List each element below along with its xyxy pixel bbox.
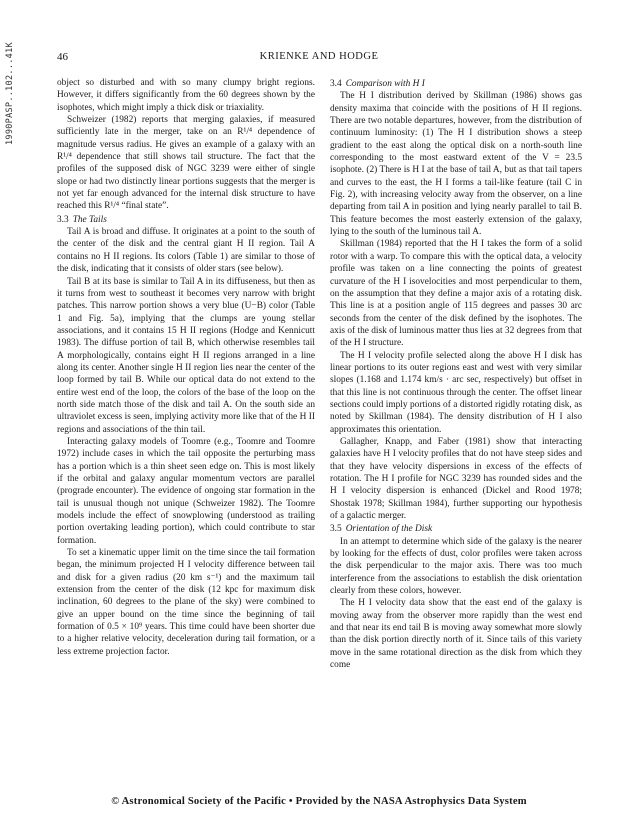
- left-column: [57, 77, 315, 658]
- paragraph: Schweizer (1982) reports that merging galaxies, if measured sufficiently late in the merger, take on an R¹/⁴ dependence of magnitude versus radius. He gives an example of a galaxy with an R¹/⁴ dependence that still shows tail structure. The fact that the profiles of the supposed disk of NGC 3239 were either of single slope or had two distinctly linear portions suggests that the merger is not yet far enough advanced for the internal disk structure to have reached this R¹/⁴ “final state”.: [57, 115, 315, 212]
- paragraph: The H I velocity data show that the east end of the galaxy is moving away from the observer more rapidly than the west end and that near its end tail B is moving away somewhat more slowly than the disk portion directly north of it. Since tails of this variety move in the same rotational direction as the disk from which they come: [330, 598, 582, 671]
- paragraph: object so disturbed and with so many clumpy bright regions. However, it differs significantly from the 60 degrees shown by the isophotes, which might imply a thick disk or triaxiality.: [57, 78, 315, 113]
- section-heading-tails: [57, 214, 315, 226]
- paragraph: Tail A is broad and diffuse. It originates at a point to the south of the center of the disk and the central giant H II region. Tail A contains no H II regions. Its colors (Table 1) are similar to those of the disk, indicating that it consists of older stars (see below).: [57, 227, 315, 275]
- section-title: The Tails: [72, 214, 107, 225]
- paragraph: Skillman (1984) reported that the H I takes the form of a solid rotor with a warp. To compare this with the optical data, a velocity profile was taken on a line connecting the points of greatest curvature of the H I isovelocities and most perpendicular to them, on the assumption that they define a major axis of a rotating disk. This line is at a position angle of 115 degrees and passes 30 arc seconds from the center of the disk defined by the isophotes. The axis of the disk of luminous matter thus lies at 32 degrees from that of the H I structure.: [330, 239, 582, 349]
- paragraph: Tail B at its base is similar to Tail A in its diffuseness, but then as it turns from west to southeast it becomes very narrow with bright patches. This narrow portion shows a very blue (U−B) color (Table 1 and Fig. 5a), implying that the clumps are young stellar associations, and it contains 15 H II regions (Hodge and Kennicutt 1983). The diffuse portion of tail B, which otherwise resembles tail A morphologically, contains eight H II regions arranged in a line along its center. Another single H II region lies near the center of the loop formed by tail B. While our optical data do not extend to the entire west end of the loop, the colors of the base of the loop on the north side match those of the disk and tail A. On the south side an ultraviolet excess is seen, implying activity more like that of the H II regions and associations of the thin tail.: [57, 276, 315, 435]
- bibcode-text: 1990PASP..102...41K: [5, 42, 15, 145]
- bibcode-sidebar: [2, 28, 16, 148]
- section-heading-orientation: [330, 523, 582, 535]
- right-column: [330, 77, 582, 672]
- section-number: 3.5: [330, 524, 342, 535]
- section-title: Orientation of the Disk: [345, 524, 433, 535]
- section-title: Comparison with H I: [345, 79, 425, 89]
- paragraph: The H I velocity profile selected along the above H I disk has linear portions to its outer regions east and west with very similar slopes (1.168 and 1.174 km/s · arc sec, respectively) but offset in that this line is not continuous through the center. The offset linear sections could imply portions of a distorted rigidly rotating disk, as noted by Skillman (1984). The density distribution of H I also approximates this orientation.: [330, 350, 582, 435]
- section-number: 3.3: [57, 214, 69, 225]
- paragraph: Interacting galaxy models of Toomre (e.g., Toomre and Toomre 1972) include cases in which the tail opposite the perturbing mass has a portion which is a thin sheet seen edge on. This is most likely if the orbital and galaxy angular momentum vectors are parallel (prograde encounter). The evidence of ongoing star formation in the tail is unusual though not unique (Schweizer 1982). The Toomre models include the effect of snowplowing (understood as trailing portion overtaking leading portion), which could contribute to star formation.: [57, 436, 315, 546]
- paragraph: Gallagher, Knapp, and Faber (1981) show that interacting galaxies have H I velocity profiles that do not have steep sides and that they have velocity dispersions in excess of the effects of rotation. The H I profile for NGC 3239 has rounded sides and the H I velocity dispersion is enhanced (Dickel and Rood 1978; Shostak 1978; Skillman 1984), further supporting our hypothesis of a galactic merger.: [330, 436, 582, 522]
- running-head: KRIENKE AND HODGE: [259, 51, 379, 62]
- page-number: 46: [57, 51, 68, 63]
- section-heading-comparison-hi: [330, 78, 582, 90]
- page-header: [57, 51, 581, 65]
- paragraph: To set a kinematic upper limit on the time since the tail formation began, the minimum projected H I velocity difference between tail and disk for a given radius (20 km s⁻¹) and the maximum tail extension from the center of the disk (12 kpc for maximum disk inclination, 60 degrees to the plane of the sky) were combined to give an upper bound on the time since the beginning of tail formation of 0.5 × 10⁹ years. This time could have been shorter due to a higher relative velocity, deceleration during tail formation, or a less extreme projection factor.: [57, 548, 315, 657]
- paragraph: In an attempt to determine which side of the galaxy is the nearer by looking for the effects of dust, color profiles were taken across the disk perpendicular to the major axis. There was too much interference from the associations to establish the disk orientation clearly from these colors, however.: [330, 536, 582, 597]
- section-number: 3.4: [330, 79, 342, 89]
- paragraph: The H I distribution derived by Skillman (1986) shows gas density maxima that coincide with the positions of H II regions. There are two notable departures, however, from the distribution of continuum luminosity: (1) The H I distribution shows a steep gradient to the east along the optical disk on a north-south line corresponding to the most eastward extent of the V = 23.5 isophote. (2) There is H I at the base of tail A, but as that tail tapers and curves to the east, the H I forms a tail-like feature (tail C in Fig. 2), with increasing velocity away from the observer, on a line departing from tail A in position and lying nearly parallel to tail B. This feature becomes the most easterly extension of the galaxy, lying to the south of the luminous tail A.: [330, 91, 582, 238]
- copyright-footer: © Astronomical Society of the Pacific • Provided by the NASA Astrophysics Data System: [111, 796, 527, 807]
